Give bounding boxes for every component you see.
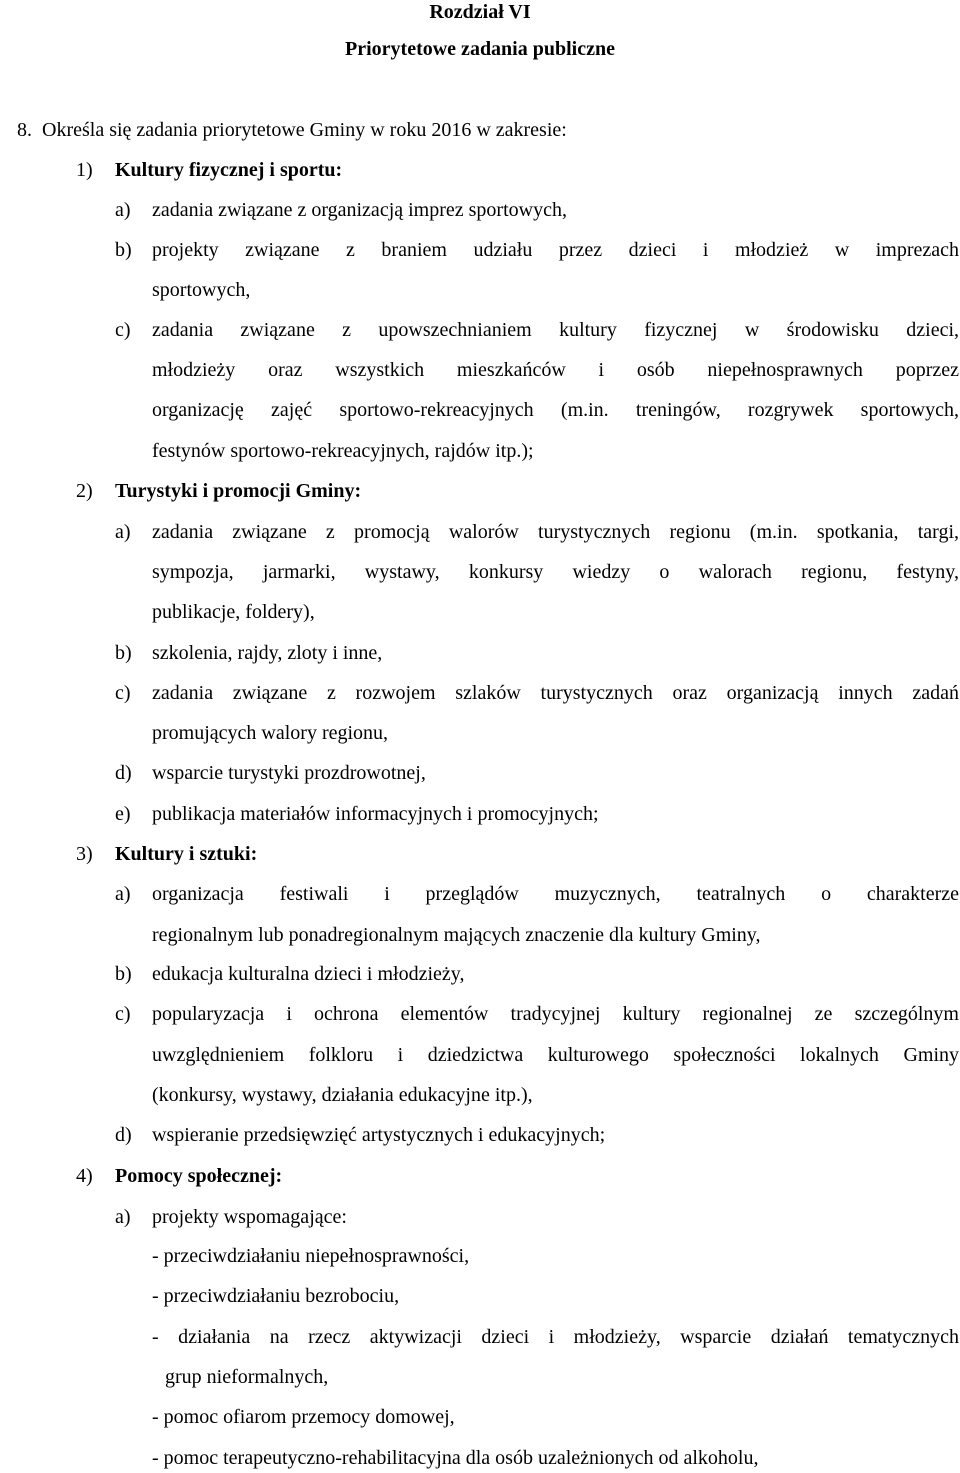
list-item-label: c) <box>115 319 131 341</box>
chapter-heading: Rozdział VI <box>429 1 531 23</box>
list-item-text: zadania związane z organizacją imprez sportowych, <box>152 199 567 221</box>
list-item-text: zadania związane z upowszechnianiem kultury fizycznej w środowisku dzieci, <box>152 319 959 341</box>
list-item-text: wspieranie przedsięwzięć artystycznych i edukacyjnych; <box>152 1124 606 1146</box>
list-item-text: regionalnym lub ponadregionalnym mających znaczenie dla kultury Gminy, <box>152 924 761 946</box>
list-item-label: e) <box>115 803 131 825</box>
dash-item-text: - przeciwdziałaniu niepełnosprawności, <box>152 1245 470 1267</box>
list-item-text: festynów sportowo-rekreacyjnych, rajdów itp.); <box>152 440 534 462</box>
list-item-label: a) <box>115 1206 131 1228</box>
list-item-label: c) <box>115 682 131 704</box>
chapter-title: Priorytetowe zadania publiczne <box>345 38 615 60</box>
group-title: Turystyki i promocji Gminy: <box>115 480 362 502</box>
list-item-label: a) <box>115 883 131 905</box>
list-item-text: sympozja, jarmarki, wystawy, konkursy wiedzy o walorach regionu, festyny, <box>152 561 959 583</box>
list-item-text: projekty związane z braniem udziału przez dzieci i młodzież w imprezach <box>152 239 959 261</box>
list-item-label: a) <box>115 199 131 221</box>
group-number: 2) <box>76 480 93 502</box>
dash-item-text: grup nieformalnych, <box>165 1366 329 1388</box>
list-item-text: zadania związane z promocją walorów turystycznych regionu (m.in. spotkania, targi, <box>152 521 959 543</box>
list-item-text: publikacje, foldery), <box>152 601 315 623</box>
dash-item-text: - przeciwdziałaniu bezrobociu, <box>152 1285 400 1307</box>
group-title: Pomocy społecznej: <box>115 1165 283 1187</box>
list-item-text: publikacja materiałów informacyjnych i promocyjnych; <box>152 803 599 825</box>
list-item-label: a) <box>115 521 131 543</box>
list-item-label: b) <box>115 963 132 985</box>
dash-item-text: - pomoc terapeutyczno-rehabilitacyjna dla osób uzależnionych od alkoholu, <box>152 1447 759 1469</box>
list-item-label: d) <box>115 1124 132 1146</box>
group-number: 3) <box>76 843 93 865</box>
list-item-text: sportowych, <box>152 279 251 301</box>
list-item-text: szkolenia, rajdy, zloty i inne, <box>152 642 383 664</box>
list-item-text: edukacja kulturalna dzieci i młodzieży, <box>152 963 465 985</box>
list-item-label: d) <box>115 762 132 784</box>
list-item-text: uwzględnieniem folkloru i dziedzictwa kulturowego społeczności lokalnych Gminy <box>152 1044 959 1066</box>
section-intro: Określa się zadania priorytetowe Gminy w roku 2016 w zakresie: <box>42 119 567 141</box>
list-item-text: młodzieży oraz wszystkich mieszkańców i osób niepełnosprawnych poprzez <box>152 359 959 381</box>
list-item-text: wsparcie turystyki prozdrowotnej, <box>152 762 426 784</box>
group-title: Kultury i sztuki: <box>115 843 258 865</box>
list-item-label: b) <box>115 239 132 261</box>
list-item-text: (konkursy, wystawy, działania edukacyjne itp.), <box>152 1084 533 1106</box>
dash-item-text: - pomoc ofiarom przemocy domowej, <box>152 1406 455 1428</box>
list-item-label: c) <box>115 1003 131 1025</box>
group-title: Kultury fizycznej i sportu: <box>115 159 343 181</box>
list-item-label: b) <box>115 642 132 664</box>
list-item-text: organizacja festiwali i przeglądów muzycznych, teatralnych o charakterze <box>152 883 959 905</box>
list-item-text: zadania związane z rozwojem szlaków turystycznych oraz organizacją innych zadań <box>152 682 959 704</box>
group-number: 1) <box>76 159 93 181</box>
dash-item-text: - działania na rzecz aktywizacji dzieci i młodzieży, wsparcie działań tematycznych <box>152 1326 959 1348</box>
section-number: 8. <box>17 119 32 141</box>
list-item-text: organizację zajęć sportowo-rekreacyjnych (m.in. treningów, rozgrywek sportowych, <box>152 399 959 421</box>
list-item-text: projekty wspomagające: <box>152 1206 347 1228</box>
list-item-text: promujących walory regionu, <box>152 722 389 744</box>
list-item-text: popularyzacja i ochrona elementów tradycyjnej kultury regionalnej ze szczególnym <box>152 1003 959 1025</box>
group-number: 4) <box>76 1165 93 1187</box>
